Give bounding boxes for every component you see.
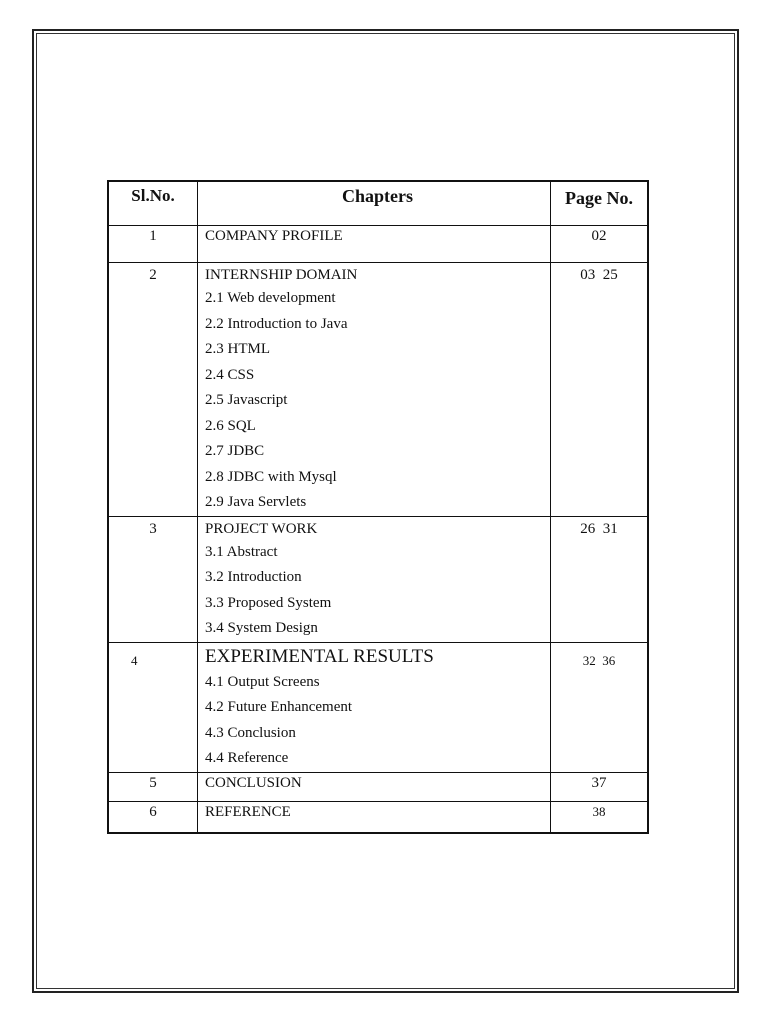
row-sl-no — [108, 516, 198, 642]
row-page-range — [551, 263, 649, 517]
row-page-range — [551, 516, 649, 642]
header-sl-no: Sl.No. — [108, 181, 198, 226]
table-row — [108, 516, 648, 642]
section-item: 2.3 HTML — [205, 341, 270, 357]
section-item: 3.1 Abstract — [205, 543, 278, 560]
row-sl-no: 5 — [108, 772, 198, 801]
row-sl-no: 6 — [108, 801, 198, 833]
row-chapter-title: COMPANY PROFILE — [198, 226, 551, 263]
row-page-range: 02 — [551, 226, 649, 263]
row-page-range-text: 03 25 — [580, 267, 618, 283]
row-chapter-cell — [198, 642, 551, 772]
section-item: 4.2 Future Enhancement — [205, 699, 353, 715]
row-chapter-cell — [198, 263, 551, 517]
section-item: 2.4 CSS — [205, 366, 255, 383]
section-item: 3.3 Proposed System — [205, 594, 332, 611]
section-item: 2.9 Java Servlets — [205, 494, 307, 510]
section-item: 2.6 SQL — [205, 417, 256, 434]
section-item: 2.2 Introduction to Java — [205, 315, 348, 332]
table-row — [108, 226, 648, 263]
row-chapter-title: PROJECT WORK — [205, 520, 318, 537]
section-item: 3.2 Introduction — [205, 569, 302, 585]
row-sl-no: 4 — [108, 642, 198, 772]
row-page-range-text: 26 31 — [580, 520, 618, 537]
table-header-row — [108, 181, 648, 226]
section-item: 2.7 JDBC — [205, 443, 265, 459]
row-sl-no-text: 3 — [149, 520, 157, 537]
table-row — [108, 263, 648, 517]
section-item: 2.1 Web development — [205, 290, 336, 306]
row-chapter-title: EXPERIMENTAL RESULTS — [205, 645, 434, 667]
table-row — [108, 801, 648, 833]
row-chapter-title: INTERNSHIP DOMAIN — [205, 267, 358, 283]
section-item: 2.5 Javascript — [205, 392, 288, 408]
header-page-no: Page No. — [551, 181, 649, 226]
row-page-range: 37 — [551, 772, 649, 801]
section-item: 4.1 Output Screens — [205, 673, 320, 690]
table-row — [108, 772, 648, 801]
row-sl-no: 1 — [108, 226, 198, 263]
row-sl-no — [108, 263, 198, 517]
row-page-range: 32 36 — [551, 642, 649, 772]
row-sl-no-text: 2 — [149, 267, 157, 283]
table-row — [108, 642, 648, 772]
table-of-contents — [107, 180, 649, 834]
row-chapter-title: REFERENCE — [198, 801, 551, 833]
row-chapter-cell — [198, 516, 551, 642]
row-page-range: 38 — [551, 801, 649, 833]
header-chapters: Chapters — [198, 181, 551, 226]
section-item: 4.3 Conclusion — [205, 724, 296, 741]
section-item: 4.4 Reference — [205, 750, 289, 766]
section-item: 2.8 JDBC with Mysql — [205, 468, 337, 485]
row-chapter-title: CONCLUSION — [198, 772, 551, 801]
section-item: 3.4 System Design — [205, 620, 318, 636]
